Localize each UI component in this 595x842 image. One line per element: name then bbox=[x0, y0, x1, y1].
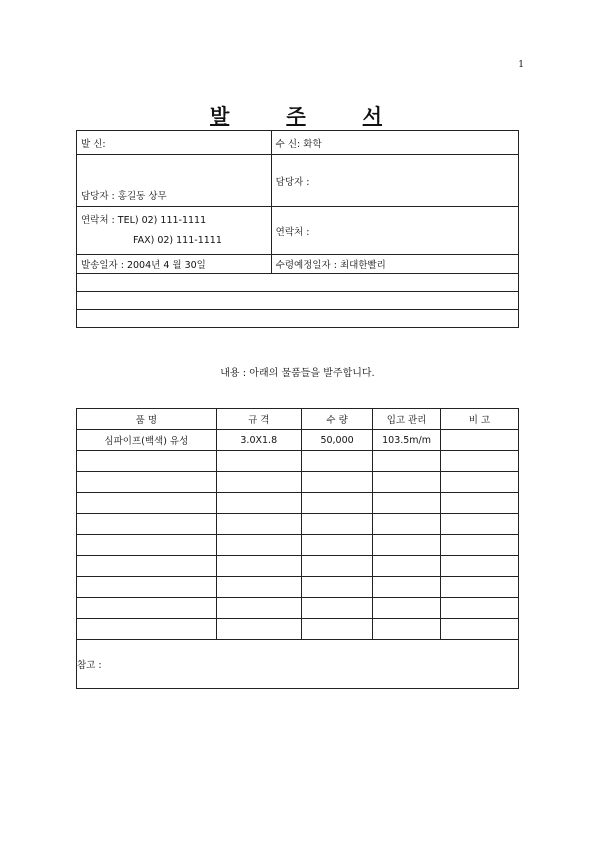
table-row bbox=[77, 472, 519, 493]
header-item-name: 품 명 bbox=[77, 409, 217, 430]
blank-row bbox=[77, 292, 519, 310]
sender-label: 발 신: bbox=[77, 131, 272, 155]
send-date: 발송일자 : 2004년 4 월 30일 bbox=[77, 255, 272, 274]
receive-date: 수령예정일자 : 최대한빨리 bbox=[271, 255, 518, 274]
table-row bbox=[77, 577, 519, 598]
header-quantity: 수 량 bbox=[301, 409, 373, 430]
title-char-1: 발 bbox=[210, 104, 230, 128]
item-name-cell: 심파이프(백색) 유성 bbox=[77, 430, 217, 451]
table-row bbox=[77, 493, 519, 514]
table-row bbox=[77, 619, 519, 640]
order-info-table bbox=[76, 130, 519, 328]
items-table bbox=[76, 408, 519, 689]
document-title bbox=[210, 100, 382, 129]
item-remarks-cell bbox=[440, 430, 518, 451]
blank-row bbox=[77, 274, 519, 292]
sender-contact-cell bbox=[77, 207, 272, 255]
header-receiving: 입고 관리 bbox=[373, 409, 440, 430]
page-number: 1 bbox=[518, 60, 524, 70]
table-row bbox=[77, 514, 519, 535]
table-row bbox=[77, 556, 519, 577]
receiver-phone: 연락처 : bbox=[271, 207, 518, 255]
sender-contact-person: 담당자 : 홍길동 상무 bbox=[77, 155, 272, 207]
header-spec: 규 격 bbox=[216, 409, 301, 430]
header-remarks: 비 고 bbox=[440, 409, 518, 430]
title-char-3: 서 bbox=[362, 104, 382, 128]
sender-phone: 연락처 : TEL) 02) 111-1111 bbox=[81, 214, 207, 226]
content-text: 내용 : 아래의 물품들을 발주합니다. bbox=[220, 368, 375, 379]
items-header-row bbox=[77, 409, 519, 430]
blank-row bbox=[77, 310, 519, 328]
item-spec-cell: 3.0X1.8 bbox=[216, 430, 301, 451]
sender-fax: FAX) 02) 111-1111 bbox=[133, 234, 222, 246]
receiver-label: 수 신: 화학 bbox=[271, 131, 518, 155]
receiver-contact-person: 담당자 : bbox=[271, 155, 518, 207]
item-receiving-cell: 103.5m/m bbox=[373, 430, 440, 451]
title-char-2: 주 bbox=[286, 104, 306, 128]
table-row bbox=[77, 451, 519, 472]
note-row bbox=[77, 640, 519, 689]
item-quantity-cell: 50,000 bbox=[301, 430, 373, 451]
table-row bbox=[77, 430, 519, 451]
note-label: 참고 : bbox=[77, 640, 519, 689]
table-row bbox=[77, 535, 519, 556]
table-row bbox=[77, 598, 519, 619]
